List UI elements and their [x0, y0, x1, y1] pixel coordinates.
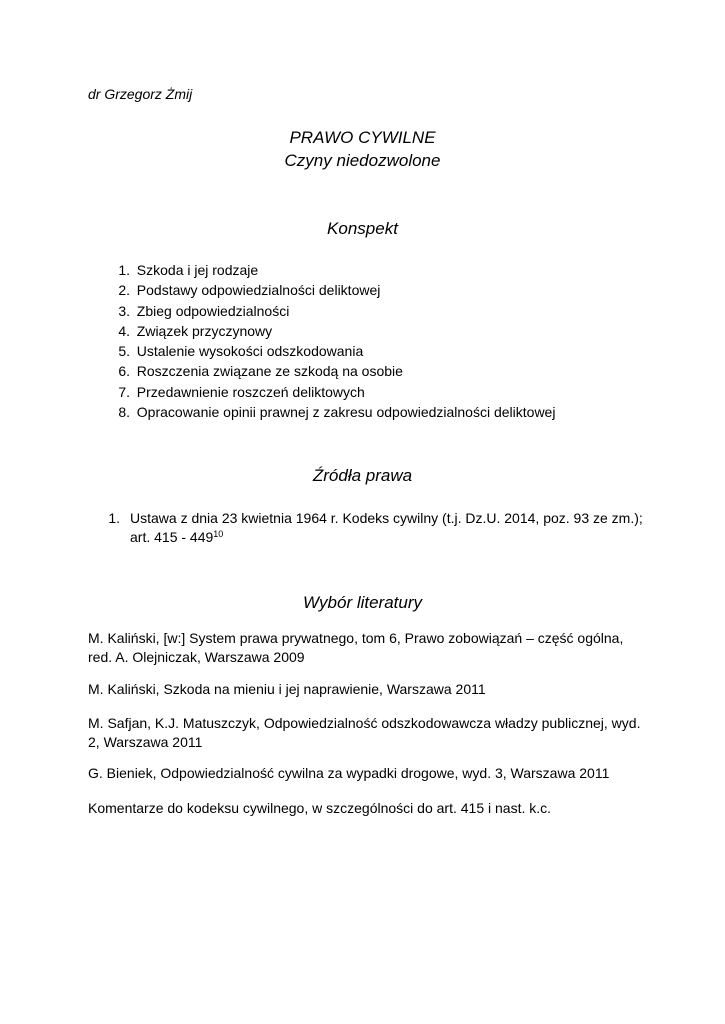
- sources-item-number: 1.: [108, 510, 120, 526]
- outline-item: [104, 260, 555, 280]
- outline-item-text: Zbieg odpowiedzialności: [136, 302, 290, 319]
- outline-item: [104, 341, 555, 361]
- outline-item-number: 6.: [118, 363, 130, 380]
- literature-heading: Wybór literatury: [302, 593, 423, 612]
- outline-item: [104, 301, 555, 321]
- outline-item-number: 3.: [118, 302, 130, 319]
- sources-item: [104, 509, 644, 547]
- outline-item-number: 2.: [118, 282, 130, 299]
- outline-item: [104, 361, 555, 381]
- literature-item: Komentarze do kodeksu cywilnego, w szczególności do art. 415 i nast. k.c.: [88, 800, 552, 816]
- sources-item-text: Ustawa z dnia 23 kwietnia 1964 r. Kodeks cywilny (t.j. Dz.U. 2014, poz. 93 ze zm.); art. 415 - 449: [130, 510, 643, 545]
- outline-item-number: 8.: [118, 404, 130, 421]
- outline-item: [104, 382, 555, 402]
- outline-item-number: 4.: [118, 322, 130, 339]
- literature-item: M. Kaliński, Szkoda na mieniu i jej naprawienie, Warszawa 2011: [88, 681, 486, 697]
- outline-item: [104, 402, 555, 422]
- outline-heading: Konspekt: [327, 219, 398, 238]
- sources-heading: Źródła prawa: [312, 466, 413, 485]
- outline-item-text: Podstawy odpowiedzialności deliktowej: [136, 282, 381, 299]
- outline-item-text: Ustalenie wysokości odszkodowania: [136, 343, 364, 360]
- outline-item-text: Roszczenia związane ze szkodą na osobie: [136, 363, 403, 380]
- outline-item-text: Przedawnienie roszczeń deliktowych: [136, 383, 365, 400]
- sources-item-body: [130, 509, 644, 547]
- outline-item-text: Związek przyczynowy: [136, 322, 273, 339]
- outline-item-number: 7.: [118, 383, 130, 400]
- literature-item: G. Bieniek, Odpowiedzialność cywilna za wypadki drogowe, wyd. 3, Warszawa 2011: [88, 765, 610, 781]
- literature-item: M. Kaliński, [w:] System prawa prywatnego, tom 6, Prawo zobowiązań – część ogólna, red. A. Olejniczak, Warszawa 2009: [88, 630, 624, 665]
- outline-item-number: 1.: [118, 262, 130, 278]
- author-name: dr Grzegorz Żmij: [88, 86, 193, 102]
- outline-item-number: 5.: [118, 343, 130, 360]
- outline-item-text: Szkoda i jej rodzaje: [136, 262, 259, 278]
- document-title: PRAWO CYWILNE: [289, 128, 436, 147]
- outline-list: [104, 260, 555, 422]
- literature-item: M. Safjan, K.J. Matuszczyk, Odpowiedzialność odszkodowawcza władzy publicznej, wyd. 2, Warszawa 2011: [88, 715, 641, 750]
- outline-item-text: Opracowanie opinii prawnej z zakresu odpowiedzialności deliktowej: [136, 404, 556, 421]
- outline-item: [104, 321, 555, 341]
- document-subtitle: Czyny niedozwolone: [284, 151, 441, 170]
- outline-item: [104, 280, 555, 300]
- sources-item-superscript: 10: [213, 529, 224, 539]
